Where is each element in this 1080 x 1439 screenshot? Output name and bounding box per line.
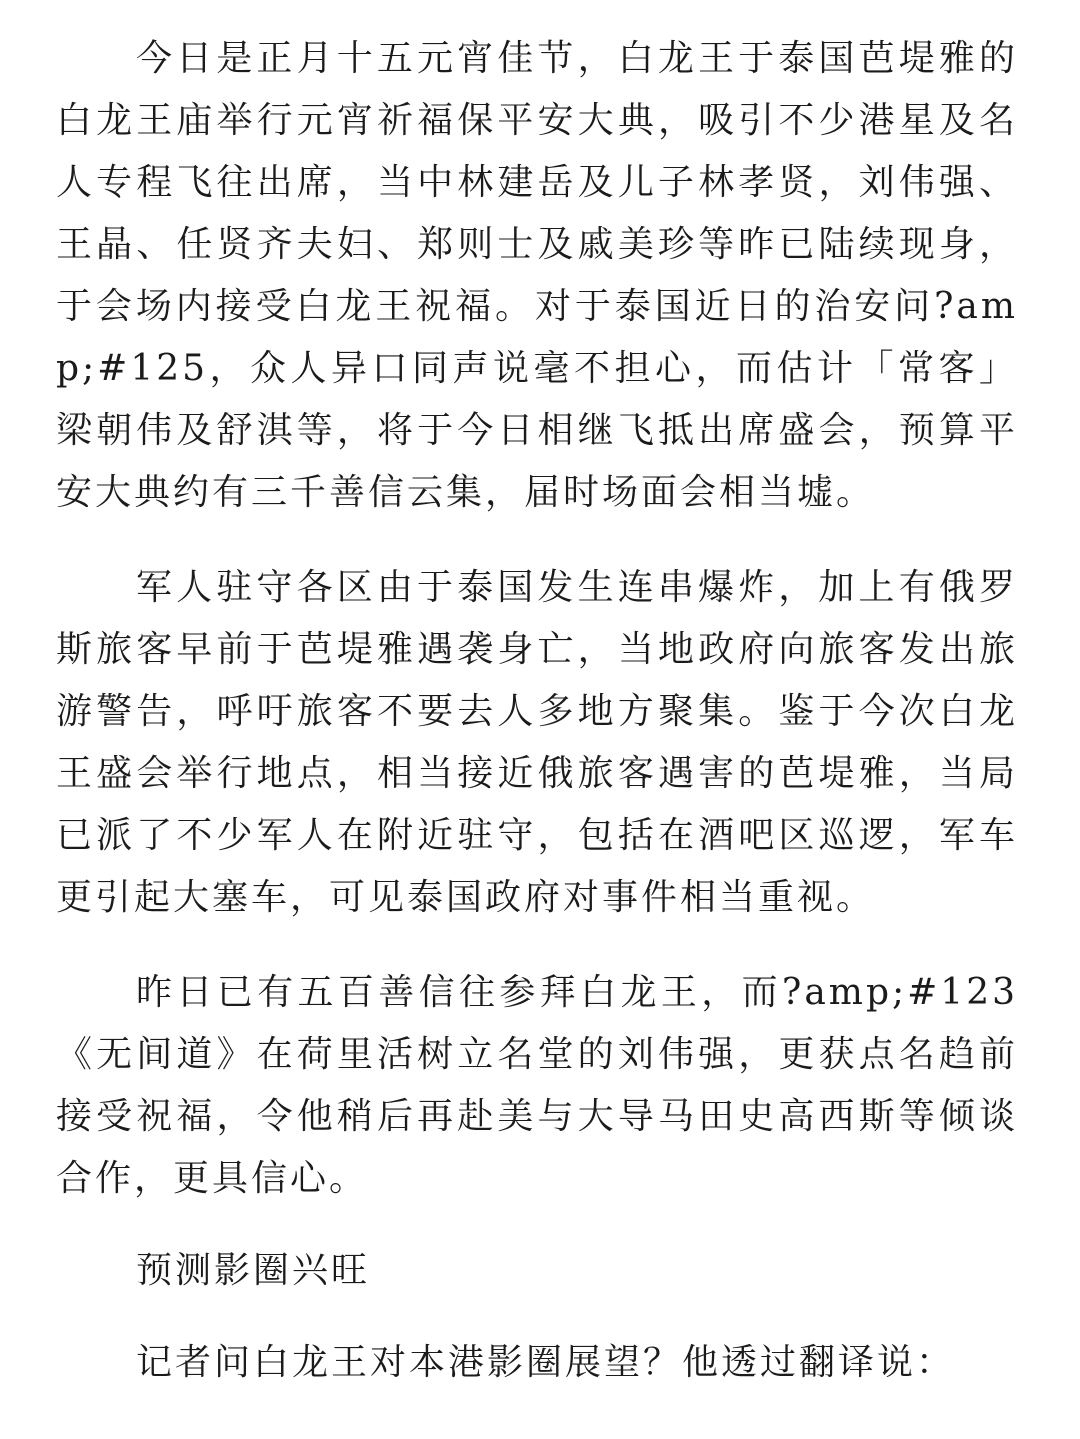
paragraph-reporter-question: 记者问白龙王对本港影圈展望？他透过翻译说：	[136, 1342, 956, 1383]
paragraph-worshippers: 昨日已有五百善信往参拜白龙王，而?amp;#123《无间道》在荷里活树立名堂的刘伟强，更获点名趋前接受祝福，令他稍后再赴美与大导马田史高西斯等倾谈合作，更具信心。	[56, 972, 1018, 1199]
paragraph-military-security: 军人驻守各区由于泰国发生连串爆炸，加上有俄罗斯旅客早前于芭堤雅遇袭身亡，当地政府向旅客发出旅游警告，呼吁旅客不要去人多地方聚集。鉴于今次白龙王盛会举行地点，相当接近俄旅客遇害的芭堤雅，当局已派了不少军人在附近驻守，包括在酒吧区巡逻，军车更引起大塞车，可见泰国政府对事件相当重视。	[56, 567, 1018, 918]
article-body	[56, 28, 1018, 1394]
paragraph-yuanxiao-ceremony: 今日是正月十五元宵佳节，白龙王于泰国芭堤雅的白龙王庙举行元宵祈福保平安大典，吸引不少港星及名人专程飞往出席，当中林建岳及儿子林孝贤，刘伟强、王晶、任贤齐夫妇、郑则士及戚美珍等昨已陆续现身，于会场内接受白龙王祝福。对于泰国近日的治安问?amp;#125，众人异口同声说毫不担心，而估计「常客」梁朝伟及舒淇等，将于今日相继飞抵出席盛会，预算平安大典约有三千善信云集，届时场面会相当墟。	[56, 38, 1018, 513]
section-subheading: 预测影圈兴旺	[136, 1250, 371, 1291]
